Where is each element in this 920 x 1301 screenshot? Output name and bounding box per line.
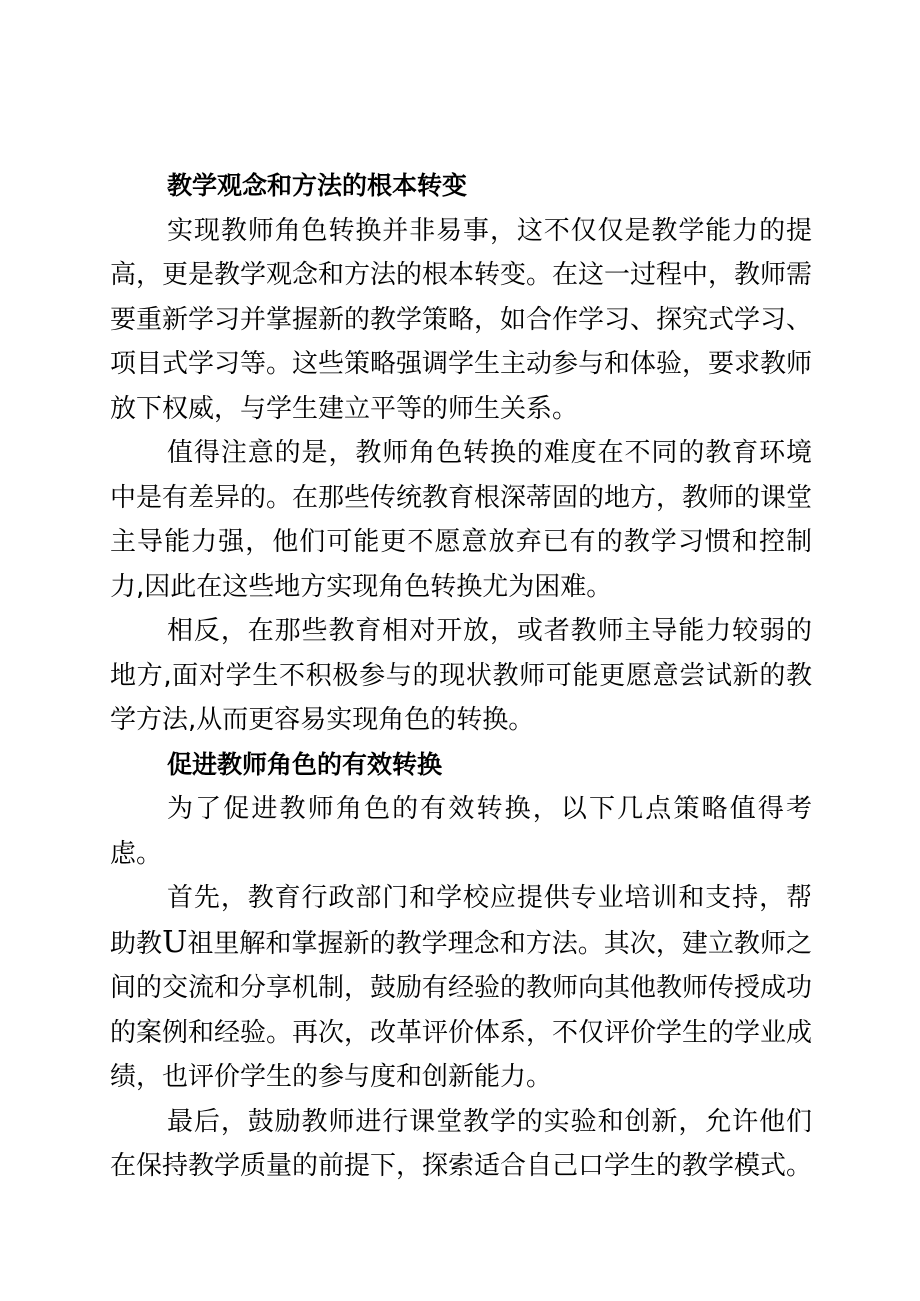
paragraph-strategies-intro: 为了促进教师角色的有效转换，以下几点策略值得考虑。: [110, 794, 812, 869]
document-page: [110, 164, 812, 1189]
section-heading-effective-transition: 促进教师角色的有效转换: [167, 749, 443, 779]
paragraph-role-transition: 实现教师角色转换并非易事，这不仅仅是教学能力的提高，更是教学观念和方法的根本转变。在这一过程中，教师需要重新学习并掌握新的教学策略，如合作学习、探究式学习、项目式学习等。这些策略强调学生主动参与和体验，要求教师放下权威，与学生建立平等的师生关系。: [110, 215, 813, 424]
paragraph-open-environment: 相反，在那些教育相对开放，或者教师主导能力较弱的地方,面对学生不积极参与的现状教师可能更愿意尝试新的教学方法,从而更容易实现角色的转换。: [110, 616, 812, 735]
stray-glyph: U: [162, 924, 188, 960]
section-heading-concept-change: 教学观念和方法的根本转变: [167, 171, 468, 200]
paragraph-finally: 最后，鼓励教师进行课堂教学的实验和创新，允许他们在保持教学质量的前提下，探索适合自己口学生的教学模式。: [110, 1106, 813, 1181]
paragraph-first-strategies: [110, 876, 812, 1100]
paragraph-first-part1: 首先，教育行政部门和学校应提供专业培训和支持，帮助教: [110, 883, 812, 959]
paragraph-difficulty: 值得注意的是，教师角色转换的难度在不同的教育环境中是有差异的。在那些传统教育根深蒂固的地方，教师的课堂主导能力强，他们可能更不愿意放弃已有的教学习惯和控制力,因此在这些地方实现角色转换尤为困难。: [110, 438, 813, 602]
paragraph-first-part2: 祖里解和掌握新的教学理念和方法。其次，建立教师之间的交流和分享机制，鼓励有经验的教师向其他教师传授成功的案例和经验。再次，改革评价体系，不仅评价学生的学业成绩，也评价学生的参与度和创新能力。: [110, 928, 813, 1092]
